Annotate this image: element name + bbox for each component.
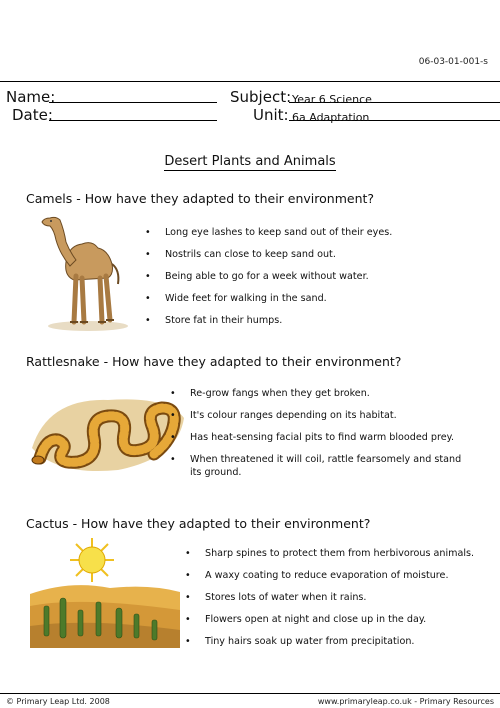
cactus-facts-list — [185, 548, 485, 658]
date-label: Date: — [12, 106, 53, 124]
list-item: • Nostrils can close to keep sand out. — [145, 249, 475, 262]
section-heading-rattlesnake: Rattlesnake - How have they adapted to their environment? — [26, 354, 402, 369]
list-item: • It's colour ranges depending on its habitat. — [170, 410, 470, 423]
list-item: • Being able to go for a week without water. — [145, 271, 475, 284]
list-item: • When threatened it will coil, rattle fearsomely and stand its ground. — [170, 454, 470, 480]
header-top-rule — [0, 81, 500, 82]
list-item: • Tiny hairs soak up water from precipitation. — [185, 636, 485, 649]
page-title: Desert Plants and Animals — [164, 154, 336, 169]
list-item: • Has heat-sensing facial pits to find warm blooded prey. — [170, 432, 470, 445]
list-item: • Stores lots of water when it rains. — [185, 592, 485, 605]
rattlesnake-facts-list — [170, 388, 470, 489]
list-item: • Wide feet for walking in the sand. — [145, 293, 475, 306]
list-item: • Long eye lashes to keep sand out of their eyes. — [145, 227, 475, 240]
footer-rule — [0, 693, 500, 694]
subject-field[interactable] — [289, 88, 500, 106]
list-item: • Re-grow fangs when they get broken. — [170, 388, 470, 401]
name-label: Name: — [6, 88, 56, 106]
desert-cactus-icon — [30, 536, 180, 648]
subject-label: Subject: — [230, 88, 292, 106]
worksheet-code: 06-03-01-001-s — [418, 57, 488, 67]
subject-value: Year 6 Science — [292, 93, 372, 106]
rattlesnake-icon — [28, 378, 188, 478]
list-item: • A waxy coating to reduce evaporation of moisture. — [185, 570, 485, 583]
section-heading-cactus: Cactus - How have they adapted to their environment? — [26, 516, 371, 531]
list-item: • Store fat in their humps. — [145, 315, 475, 328]
date-field[interactable] — [49, 106, 217, 121]
camel-icon — [38, 210, 130, 332]
camel-facts-list — [145, 227, 475, 337]
name-field[interactable] — [49, 88, 217, 103]
list-item: • Sharp spines to protect them from herbivorous animals. — [185, 548, 485, 561]
unit-field[interactable] — [289, 106, 500, 124]
list-item: • Flowers open at night and close up in the day. — [185, 614, 485, 627]
unit-value: 6a Adaptation — [292, 111, 370, 124]
footer-copyright: © Primary Leap Ltd. 2008 — [6, 697, 110, 706]
section-heading-camels: Camels - How have they adapted to their environment? — [26, 191, 375, 206]
unit-label: Unit: — [253, 106, 289, 124]
footer-website: www.primaryleap.co.uk - Primary Resources — [317, 697, 494, 706]
